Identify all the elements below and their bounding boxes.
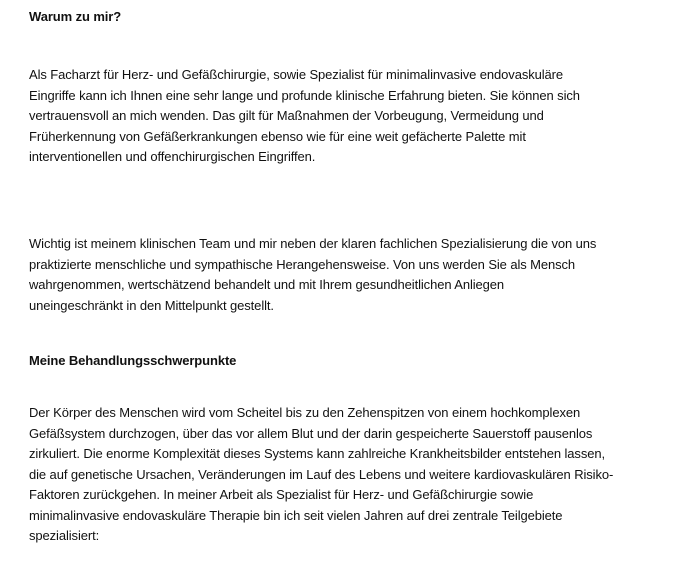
paragraph-line: vertrauensvoll an mich wenden. Das gilt für Maßnahmen der Vorbeugung, Vermeidung und [29, 108, 544, 123]
paragraph-expertise [29, 65, 580, 168]
paragraph-line: Der Körper des Menschen wird vom Scheitel bis zu den Zehenspitzen von einem hochkomplexen [29, 405, 581, 420]
paragraph-line: Gefäßsystem durchzogen, über das vor allem Blut und der darin gespeicherte Sauerstoff pausenlos [29, 425, 593, 441]
paragraph-line: die auf genetische Ursachen, Veränderungen im Lauf des Lebens und weitere kardiovaskulären Risiko- [29, 466, 614, 482]
paragraph-line: Früherkennung von Gefäßerkrankungen ebenso wie für eine weit gefächerte Palette mit [29, 128, 526, 144]
paragraph-line: zirkuliert. Die enorme Komplexität dieses Systems kann zahlreiche Krankheitsbilder entstehen lassen, [29, 446, 606, 461]
paragraph-line: praktizierte menschliche und sympathische Herangehensweise. Von uns werden Sie als Mensch [29, 256, 576, 272]
paragraph-line: spezialisiert: [29, 528, 100, 543]
paragraph-line: Faktoren zurückgehen. In meiner Arbeit als Spezialist für Herz- und Gefäßchirurgie sowie [29, 487, 534, 502]
paragraph-line: Eingriffe kann ich Ihnen eine sehr lange und profunde klinische Erfahrung bieten. Sie können sich [29, 87, 580, 103]
paragraph-line: minimalinvasive endovaskuläre Therapie bin ich seit vielen Jahren auf drei zentrale Teilgebiete [29, 507, 563, 523]
paragraph-approach [29, 234, 596, 316]
section-heading-why-me: Warum zu mir? [29, 9, 122, 24]
section-heading-treatment-focus: Meine Behandlungsschwerpunkte [29, 353, 237, 368]
paragraph-line: uneingeschränkt in den Mittelpunkt gestellt. [29, 297, 274, 313]
paragraph-vascular-system [29, 403, 613, 547]
paragraph-line: wahrgenommen, wertschätzend behandelt und mit Ihrem gesundheitlichen Anliegen [29, 277, 505, 292]
paragraph-line: Als Facharzt für Herz- und Gefäßchirurgie, sowie Spezialist für minimalinvasive endovaskuläre [29, 67, 564, 82]
paragraph-line: Wichtig ist meinem klinischen Team und mir neben der klaren fachlichen Spezialisierung die von uns [29, 236, 597, 251]
paragraph-line: interventionellen und offenchirurgischen Eingriffen. [29, 149, 316, 164]
